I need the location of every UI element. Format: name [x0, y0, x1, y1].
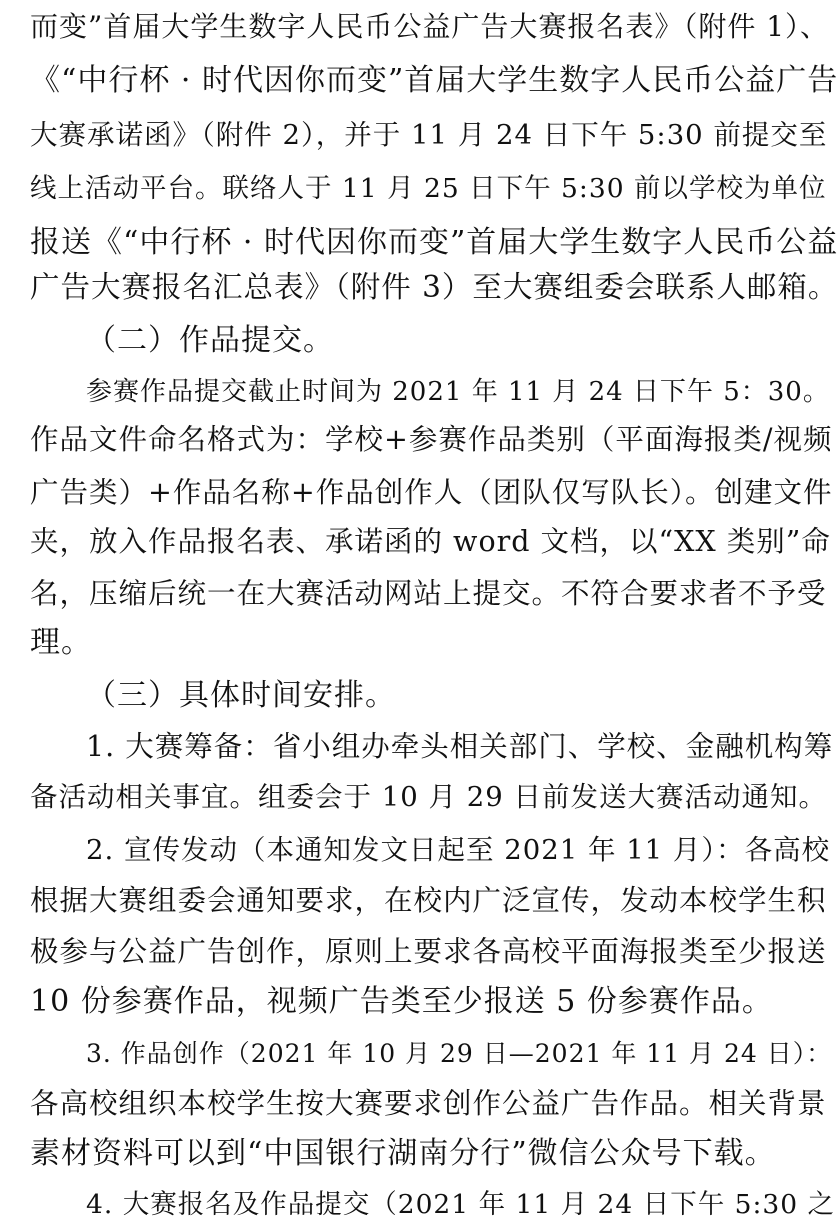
- text-line: 根据大赛组委会通知要求，在校内广泛宣传，发动本校学生积: [30, 884, 827, 917]
- section-heading: （二）作品提交。: [86, 323, 334, 358]
- text-line: 夹，放入作品报名表、承诺函的 word 文档，以“XX 类别”命: [30, 525, 831, 558]
- text-line: 名，压缩后统一在大赛活动网站上提交。不符合要求者不予受: [30, 577, 827, 610]
- text-line: 作品文件命名格式为：学校+参赛作品类别（平面海报类/视频: [30, 423, 833, 456]
- text-line: 素材资料可以到“中国银行湖南分行”微信公众号下载。: [30, 1136, 776, 1171]
- text-line: 各高校组织本校学生按大赛要求创作公益广告作品。相关背景: [30, 1087, 827, 1120]
- text-line: 极参与公益广告创作，原则上要求各高校平面海报类至少报送: [30, 935, 827, 968]
- text-line: 备活动相关事宜。组委会于 10 月 29 日前发送大赛活动通知。: [30, 781, 827, 813]
- text-line: 1. 大赛筹备：省小组办牵头相关部门、学校、金融机构筹: [86, 730, 834, 763]
- text-line: 4. 大赛报名及作品提交（2021 年 11 月 24 日下午 5:30 之: [86, 1189, 836, 1220]
- text-line: 2. 宣传发动（本通知发文日起至 2021 年 11 月）：各高校: [86, 834, 831, 866]
- text-line: 理。: [30, 625, 92, 660]
- text-line: 线上活动平台。联络人于 11 月 25 日下午 5:30 前以学校为单位: [30, 173, 827, 204]
- text-line: 《“中行杯 · 时代因你而变”首届大学生数字人民币公益广告: [30, 63, 839, 98]
- text-line: 广告类）+作品名称+作品创作人（团队仅写队长）。创建文件: [30, 476, 833, 509]
- text-line: 广告大赛报名汇总表》（附件 3）至大赛组委会联系人邮箱。: [30, 270, 839, 304]
- text-line: 参赛作品提交截止时间为 2021 年 11 月 24 日下午 5：30。: [86, 377, 830, 407]
- text-line: 报送《“中行杯 · 时代因你而变”首届大学生数字人民币公益: [30, 225, 839, 260]
- text-line: 大赛承诺函》（附件 2），并于 11 月 24 日下午 5:30 前提交至: [30, 119, 828, 151]
- text-line: 10 份参赛作品，视频广告类至少报送 5 份参赛作品。: [30, 984, 773, 1019]
- section-heading: （三）具体时间安排。: [86, 678, 396, 713]
- text-line: 3. 作品创作（2021 年 10 月 29 日—2021 年 11 月 24 日）：: [86, 1039, 833, 1068]
- text-line: 而变”首届大学生数字人民币公益广告大赛报名表》（附件 1）、: [30, 10, 830, 43]
